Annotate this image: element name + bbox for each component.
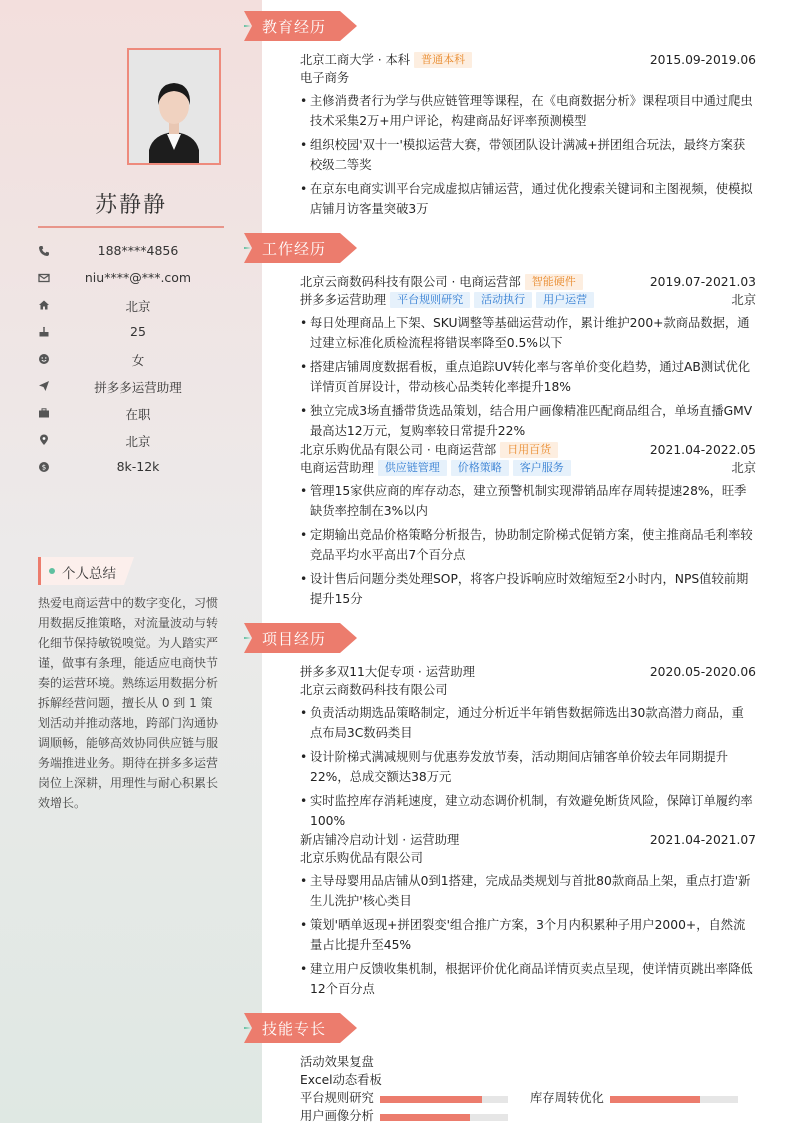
info-email: niu****@***.com xyxy=(38,267,224,294)
project-company: 北京乐购优品有限公司 xyxy=(300,851,423,865)
location-icon xyxy=(38,434,50,446)
list-item: • 策划'晒单返现+拼团裂变'组合推广方案，3个月内积累种子用户2000+，自然流量占比提升至45% xyxy=(300,915,756,955)
sidebar xyxy=(0,0,262,1123)
skill-bar-label: 平台规则研究 xyxy=(300,1091,374,1105)
skills-list xyxy=(300,1053,756,1125)
info-status: 在职 xyxy=(38,402,224,429)
briefcase-icon xyxy=(38,407,50,419)
info-city: 北京 xyxy=(38,294,224,321)
contact-info xyxy=(38,240,224,483)
list-item: • 管理15家供应商的库存动态，建立预警机制实现滞销品库存周转提速28%，旺季缺货率控制在3%以内 xyxy=(300,481,756,521)
phone-icon xyxy=(38,245,50,257)
skill-bar xyxy=(380,1114,508,1121)
project-entry xyxy=(300,831,756,1003)
list-item: • 建立用户反馈收集机制，根据评价优化商品详情页卖点呈现，使详情页跳出率降低12个百分点 xyxy=(300,959,756,999)
salary-icon xyxy=(38,461,50,473)
industry-tag: 日用百货 xyxy=(500,442,558,458)
skill-item: 活动效果复盘 xyxy=(300,1055,374,1069)
major: 电子商务 xyxy=(300,71,350,85)
education-date: 2015.09-2019.06 xyxy=(649,53,756,67)
company-name: 北京云商数码科技有限公司 · 电商运营部 xyxy=(300,275,521,289)
work-date: 2019.07-2021.03 xyxy=(649,275,756,289)
job-title: 电商运营助理 xyxy=(300,461,374,475)
school-tag: 普通本科 xyxy=(414,52,472,68)
info-position: 拼多多运营助理 xyxy=(38,375,224,402)
project-date: 2020.05-2020.06 xyxy=(649,665,756,679)
skill-tag: 客户服务 xyxy=(513,460,571,476)
skill-bar-label: 用户画像分析 xyxy=(300,1109,374,1123)
skill-tag: 用户运营 xyxy=(536,292,594,308)
skill-tag: 价格策略 xyxy=(451,460,509,476)
company-name: 北京乐购优品有限公司 · 电商运营部 xyxy=(300,443,497,457)
info-age: 25 xyxy=(38,321,224,348)
list-item: • 组织校园'双十一'模拟运营大赛，带领团队设计满减+拼团组合玩法，最终方案获校级二等奖 xyxy=(300,135,756,175)
skill-item: Excel动态看板 xyxy=(300,1073,382,1087)
list-item: • 在京东电商实训平台完成虚拟店铺运营，通过优化搜索关键词和主图视频，使模拟店铺月访客量突破3万 xyxy=(300,179,756,219)
work-city: 北京 xyxy=(731,461,756,475)
list-item: • 设计售后问题分类处理SOP，将客户投诉响应时效缩短至2小时内，NPS值较前期提升15分 xyxy=(300,569,756,609)
profile-photo xyxy=(127,48,221,165)
project-name: 新店铺冷启动计划 · 运营助理 xyxy=(300,833,460,847)
list-item: • 实时监控库存消耗速度，建立动态调价机制，有效避免断货风险，保障订单履约率100% xyxy=(300,791,756,831)
list-item: • 搭建店铺周度数据看板，重点追踪UV转化率与客单价变化趋势，通过AB测试优化详情页首屏设计，带动核心品类转化率提升18% xyxy=(300,357,756,397)
section-education-header: 教育经历 xyxy=(244,11,358,41)
skill-bar xyxy=(610,1096,738,1103)
list-item: • 负责活动期选品策略制定，通过分析近半年销售数据筛选出30款高潜力商品，重点布局3C数码类目 xyxy=(300,703,756,743)
skill-tag: 活动执行 xyxy=(474,292,532,308)
list-item: • 主导母婴用品店铺从0到1搭建，完成品类规划与首批80款商品上架，重点打造'新生儿洗护'核心类目 xyxy=(300,871,756,911)
project-date: 2021.04-2021.07 xyxy=(649,833,756,847)
info-salary: $ 8k-12k xyxy=(38,456,224,483)
send-icon xyxy=(38,380,50,392)
work-date: 2021.04-2022.05 xyxy=(649,443,756,457)
skill-bar xyxy=(380,1096,508,1103)
list-item: • 每日处理商品上下架、SKU调整等基础运营动作，累计维护200+款商品数据，通过建立标准化质检流程将错误率降至0.5%以下 xyxy=(300,313,756,353)
work-entry xyxy=(300,273,756,445)
home-icon xyxy=(38,299,50,311)
summary-heading xyxy=(38,557,134,585)
summary-text: 热爱电商运营中的数字变化，习惯用数据反推策略，对流量波动与转化细节保持敏锐嗅觉。为人踏实严谨，做事有条理，能适应电商快节奏的运营环境。熟练运用数据分析拆解经营问题，擅长从 0 到 1 策划活动并推动落地，跨部门沟通协调顺畅，能够高效协同供应链与服务端推进业务。期待在拼多多运营岗位上深耕，用理性与耐心积累长效增长。 xyxy=(38,596,219,810)
face-icon xyxy=(38,353,50,365)
svg-text:$: $ xyxy=(41,463,47,472)
list-item: • 独立完成3场直播带货选品策划，结合用户画像精准匹配商品组合，单场直播GMV最高达12万元，复购率较日常提升22% xyxy=(300,401,756,441)
project-company: 北京云商数码科技有限公司 xyxy=(300,683,448,697)
project-entry xyxy=(300,663,756,835)
section-skills-header: 技能专长 xyxy=(244,1013,358,1043)
info-phone: 188****4856 xyxy=(38,240,224,267)
job-title: 拼多多运营助理 xyxy=(300,293,387,307)
info-location: 北京 xyxy=(38,429,224,456)
project-name: 拼多多双11大促专项 · 运营助理 xyxy=(300,665,475,679)
list-item: • 定期输出竞品价格策略分析报告，协助制定阶梯式促销方案，使主推商品毛利率较竞品平均水平高出7个百分点 xyxy=(300,525,756,565)
skill-tag: 供应链管理 xyxy=(378,460,447,476)
list-item: • 设计阶梯式满减规则与优惠券发放节奏，活动期间店铺客单价较去年同期提升22%，总成交额达38万元 xyxy=(300,747,756,787)
section-work-header: 工作经历 xyxy=(244,233,358,263)
name-divider xyxy=(38,226,224,228)
school-name: 北京工商大学 · 本科 xyxy=(300,53,411,67)
list-item: • 主修消费者行为学与供应链管理等课程，在《电商数据分析》课程项目中通过爬虫技术采集2万+用户评论，构建商品好评率预测模型 xyxy=(300,91,756,131)
mail-icon xyxy=(38,272,50,284)
work-city: 北京 xyxy=(731,293,756,307)
cake-icon xyxy=(38,326,50,338)
section-project-header: 项目经历 xyxy=(244,623,358,653)
work-entry xyxy=(300,441,756,613)
info-gender: 女 xyxy=(38,348,224,375)
candidate-name: 苏静静 xyxy=(94,193,167,218)
summary-title: 个人总结 xyxy=(62,566,116,582)
industry-tag: 智能硬件 xyxy=(525,274,583,290)
education-entry xyxy=(300,51,756,223)
skill-tag: 平台规则研究 xyxy=(390,292,470,308)
skill-bar-label: 库存周转优化 xyxy=(530,1091,604,1105)
